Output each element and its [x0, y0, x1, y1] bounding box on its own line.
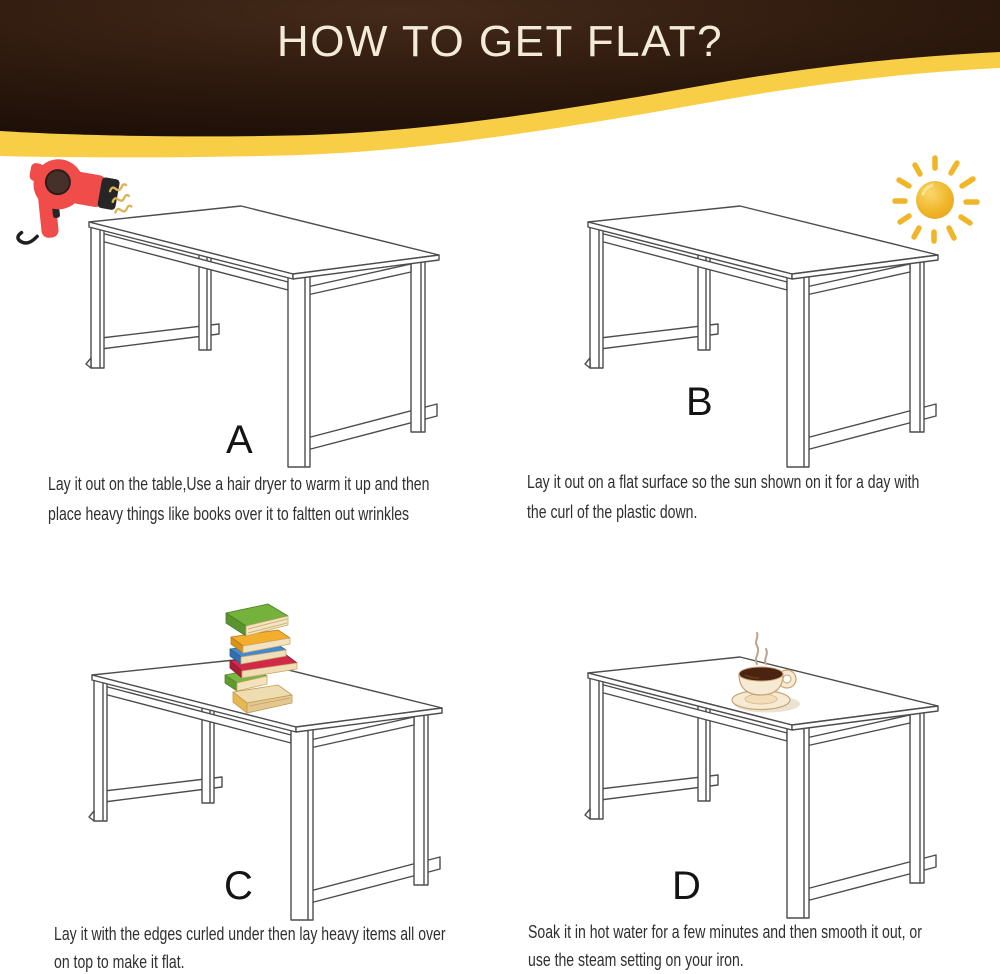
caption-b — [527, 467, 1000, 527]
sun-icon — [885, 150, 985, 250]
caption-c-line2: on top to make it flat. — [54, 951, 185, 972]
page-title: HOW TO GET FLAT? — [276, 17, 724, 66]
coffee-cup-icon — [713, 632, 813, 724]
books-stack-icon — [200, 597, 300, 717]
caption-c-line1: Lay it with the edges curled under then lay heavy items all over — [54, 923, 446, 944]
hair-dryer-icon — [8, 153, 140, 255]
caption-b-line2: the curl of the plastic down. — [527, 501, 698, 522]
caption-b-line1: Lay it out on a flat surface so the sun shown on it for a day with — [527, 471, 920, 492]
method-label-b: B — [686, 380, 713, 424]
method-label-d: D — [672, 864, 701, 908]
caption-d-line2: use the steam setting on your iron. — [528, 949, 744, 970]
method-label-c: C — [224, 864, 253, 908]
caption-a-line2: place heavy things like books over it to faltten out wrinkles — [48, 503, 410, 524]
caption-a — [48, 469, 550, 529]
caption-c — [54, 920, 569, 974]
caption-a-line1: Lay it out on the table,Use a hair dryer to warm it up and then — [48, 473, 430, 494]
caption-d-line1: Soak it in hot water for a few minutes and then smooth it out, or — [528, 921, 922, 942]
caption-d — [528, 918, 1000, 974]
method-label-a: A — [226, 418, 253, 462]
